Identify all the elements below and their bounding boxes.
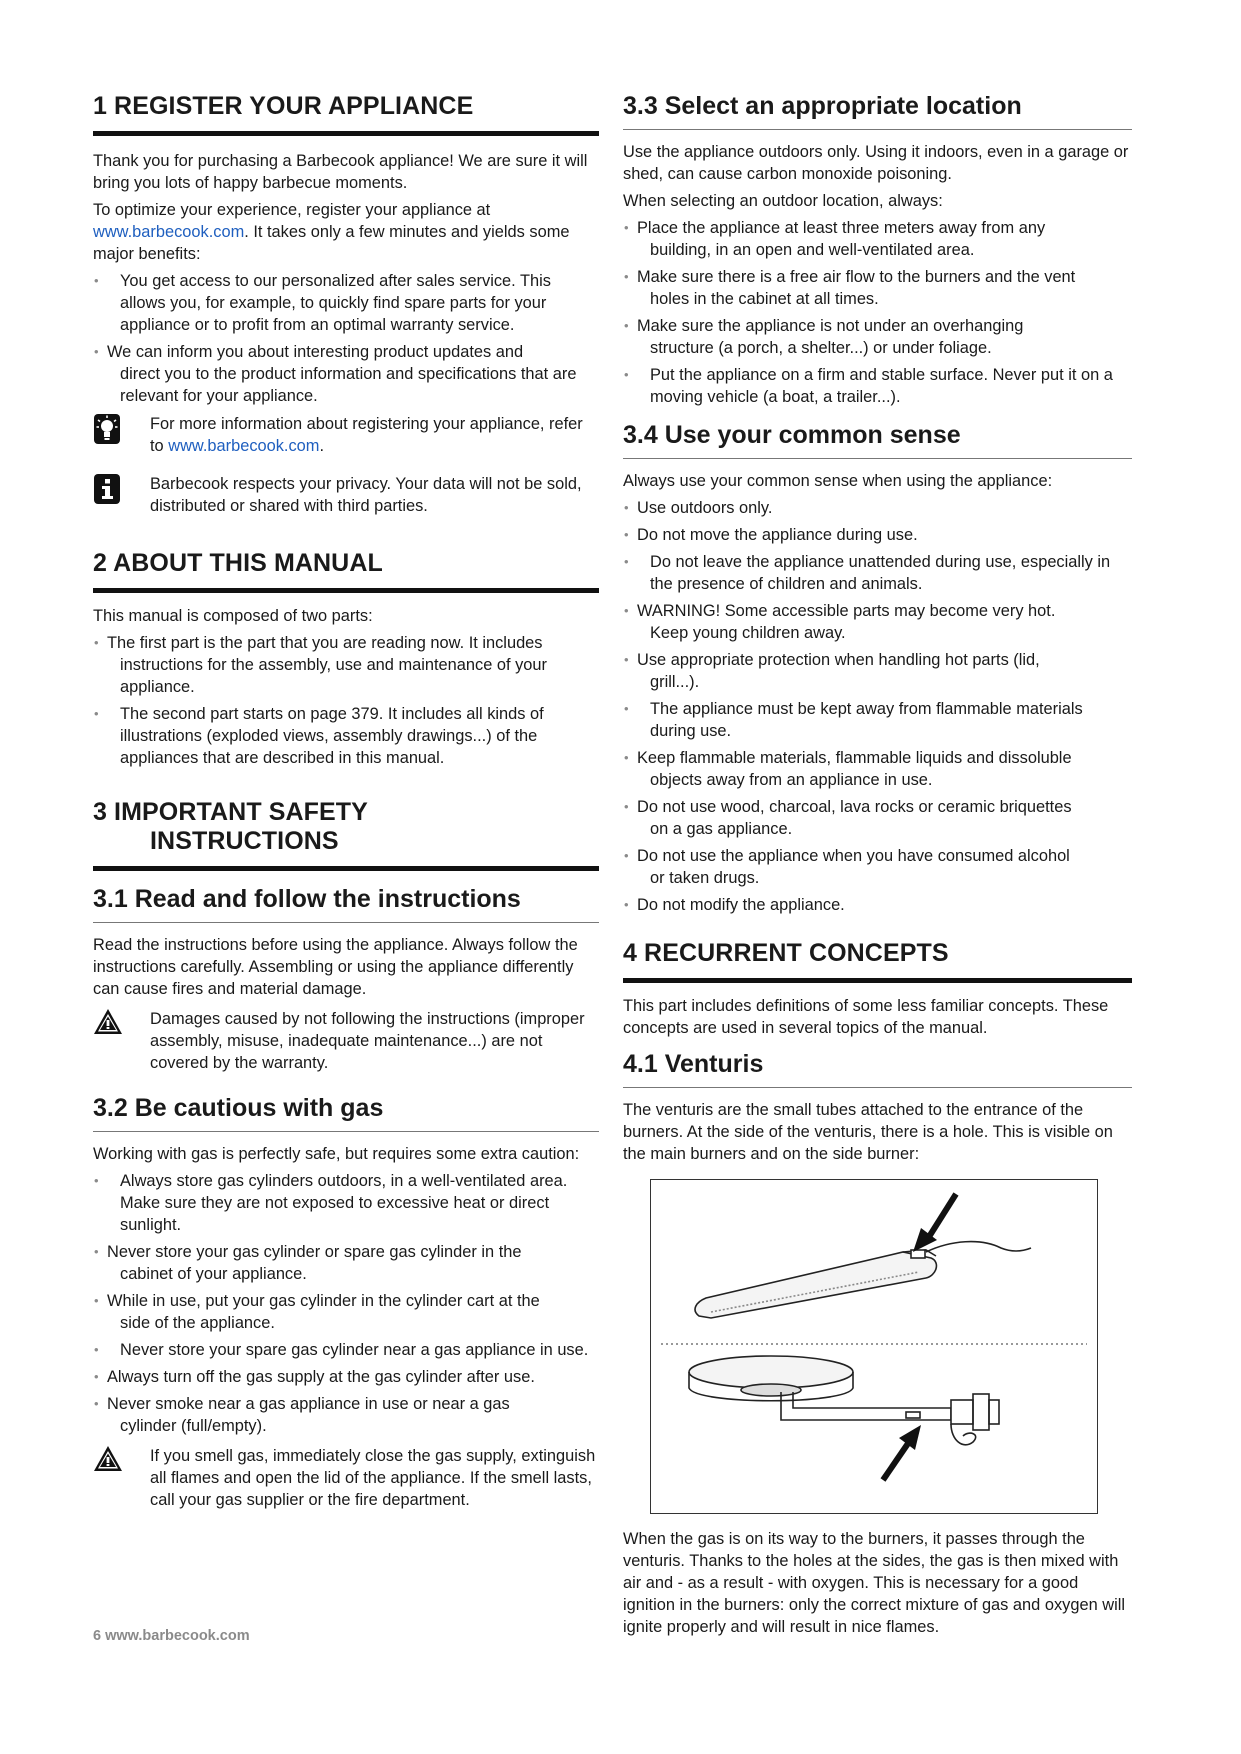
section-4-heading: 4 RECURRENT CONCEPTS (623, 939, 1132, 983)
list-item: • Do not leave the appliance unattended during use, especially in the presence of children and animals. (623, 551, 1132, 595)
s33-text-2: When selecting an outdoor location, always: (623, 192, 943, 210)
list-item: • Do not use wood, charcoal, lava rocks or ceramic briquettes on a gas appliance. (623, 796, 1132, 840)
list-item: • Make sure the appliance is not under an overhanging structure (a porch, a shelter...) or under foliage. (623, 315, 1132, 359)
gas-smell-warning-text: If you smell gas, immediately close the gas supply, extinguish all flames and open the lid of the appliance. If the smell lasts, call your gas supplier or the fire department. (150, 1447, 596, 1509)
s4-intro: This part includes definitions of some less familiar concepts. These concepts are used in several topics of the manual. (623, 997, 1109, 1037)
venturi-illustration (650, 1179, 1098, 1514)
list-item: • Use outdoors only. (623, 497, 1132, 519)
list-item: • Put the appliance on a firm and stable surface. Never put it on a moving vehicle (a boat, a trailer...). (623, 364, 1132, 408)
tip-link[interactable]: www.barbecook.com (168, 437, 320, 455)
gas-warning-note (93, 1445, 599, 1511)
warranty-warning-text: Damages caused by not following the instructions (improper assembly, misuse, inadequate maintenance...) are not covered by the warranty. (150, 1010, 585, 1072)
list-item: • Do not modify the appliance. (623, 894, 1132, 916)
list-item: • Do not use the appliance when you have consumed alcohol or taken drugs. (623, 845, 1132, 889)
section-4-1-heading: 4.1 Venturis (623, 1050, 1132, 1088)
tip-note (93, 413, 599, 457)
list-item: • Always store gas cylinders outdoors, in a well-ventilated area. Make sure they are not exposed to excessive heat or direct sunlight. (93, 1170, 599, 1236)
privacy-text: Barbecook respects your privacy. Your data will not be sold, distributed or shared with third parties. (150, 475, 582, 515)
section-2-heading: 2 ABOUT THIS MANUAL (93, 549, 599, 593)
register-link[interactable]: www.barbecook.com (93, 223, 245, 241)
list-item: • The second part starts on page 379. It includes all kinds of illustrations (exploded views, assembly drawings...) of the appliances that are described in this manual. (93, 703, 599, 769)
list-item: • While in use, put your gas cylinder in the cylinder cart at the side of the appliance. (93, 1290, 599, 1334)
list-item: • Do not move the appliance during use. (623, 524, 1132, 546)
s32-text: Working with gas is perfectly safe, but requires some extra caution: (93, 1145, 580, 1163)
info-icon (93, 473, 121, 505)
s2-intro: This manual is composed of two parts: (93, 607, 373, 625)
list-item: • Never smoke near a gas appliance in use or near a gas cylinder (full/empty). (93, 1393, 599, 1437)
s1-benefits-list (93, 270, 599, 407)
list-item: • Keep flammable materials, flammable liquids and dissoluble objects away from an appliance in use. (623, 747, 1132, 791)
warning-icon (93, 1008, 121, 1040)
s34-text: Always use your common sense when using the appliance: (623, 472, 1053, 490)
arrow-bottom (883, 1425, 921, 1480)
s41-text-2: When the gas is on its way to the burners, it passes through the venturis. Thanks to the holes at the sides, the gas is then mixed with air and - as a result - with oxygen. This is necessary for a good ignition in the burners: only the correct mixture of gas and oxygen will ignite properly and will result in nice flames. (623, 1530, 1125, 1636)
s34-list (623, 497, 1132, 916)
list-item: • Place the appliance at least three meters away from any building, in an open and well-ventilated area. (623, 217, 1132, 261)
list-item: • Always turn off the gas supply at the gas cylinder after use. (93, 1366, 599, 1388)
tip-text: For more information about registering your appliance, refer to www.barbecook.com. (150, 415, 583, 455)
s1-register-text: To optimize your experience, register your appliance at www.barbecook.com. It takes only a few minutes and yields some major benefits: (93, 201, 570, 263)
section-3-3-heading: 3.3 Select an appropriate location (623, 92, 1132, 130)
list-item: • Never store your spare gas cylinder near a gas appliance in use. (93, 1339, 599, 1361)
s41-text-1: The venturis are the small tubes attached to the entrance of the burners. At the side of the venturis, there is a hole. This is visible on the main burners and on the side burner: (623, 1101, 1113, 1163)
list-item: • Make sure there is a free air flow to the burners and the vent holes in the cabinet at all times. (623, 266, 1132, 310)
list-item: • You get access to our personalized after sales service. This allows you, for example, to quickly find spare parts for your appliance or to profit from an optimal warranty service. (93, 270, 599, 336)
s33-list (623, 217, 1132, 408)
warning-note (93, 1008, 599, 1074)
list-item: • We can inform you about interesting product updates and direct you to the product information and specifications that are relevant for your appliance. (93, 341, 599, 407)
list-item: • The appliance must be kept away from flammable materials during use. (623, 698, 1132, 742)
s32-list (93, 1170, 599, 1437)
section-3-1-heading: 3.1 Read and follow the instructions (93, 885, 599, 923)
s33-text-1: Use the appliance outdoors only. Using it indoors, even in a garage or shed, can cause carbon monoxide poisoning. (623, 143, 1129, 183)
venturi-drawing (651, 1180, 1097, 1513)
s1-intro: Thank you for purchasing a Barbecook appliance! We are sure it will bring you lots of happy barbecue moments. (93, 152, 588, 192)
list-item: • Use appropriate protection when handling hot parts (lid, grill...). (623, 649, 1132, 693)
s2-parts-list (93, 632, 599, 769)
warning-icon (93, 1445, 121, 1477)
section-3-heading: 3 IMPORTANT SAFETY INSTRUCTIONS (93, 798, 599, 871)
s31-text: Read the instructions before using the appliance. Always follow the instructions carefully. Assembling or using the appliance differently can cause fires and material damage. (93, 936, 578, 998)
lightbulb-tip-icon (93, 413, 121, 445)
section-3-2-heading: 3.2 Be cautious with gas (93, 1094, 599, 1132)
right-column (623, 92, 1132, 1643)
left-column (93, 92, 599, 1521)
list-item: • The first part is the part that you are reading now. It includes instructions for the assembly, use and maintenance of your appliance. (93, 632, 599, 698)
page-footer: 6 www.barbecook.com (93, 1628, 250, 1644)
section-3-4-heading: 3.4 Use your common sense (623, 421, 1132, 459)
section-1-heading: 1 REGISTER YOUR APPLIANCE (93, 92, 599, 136)
list-item: • Never store your gas cylinder or spare gas cylinder in the cabinet of your appliance. (93, 1241, 599, 1285)
info-note (93, 473, 599, 517)
list-item: • WARNING! Some accessible parts may become very hot. Keep young children away. (623, 600, 1132, 644)
